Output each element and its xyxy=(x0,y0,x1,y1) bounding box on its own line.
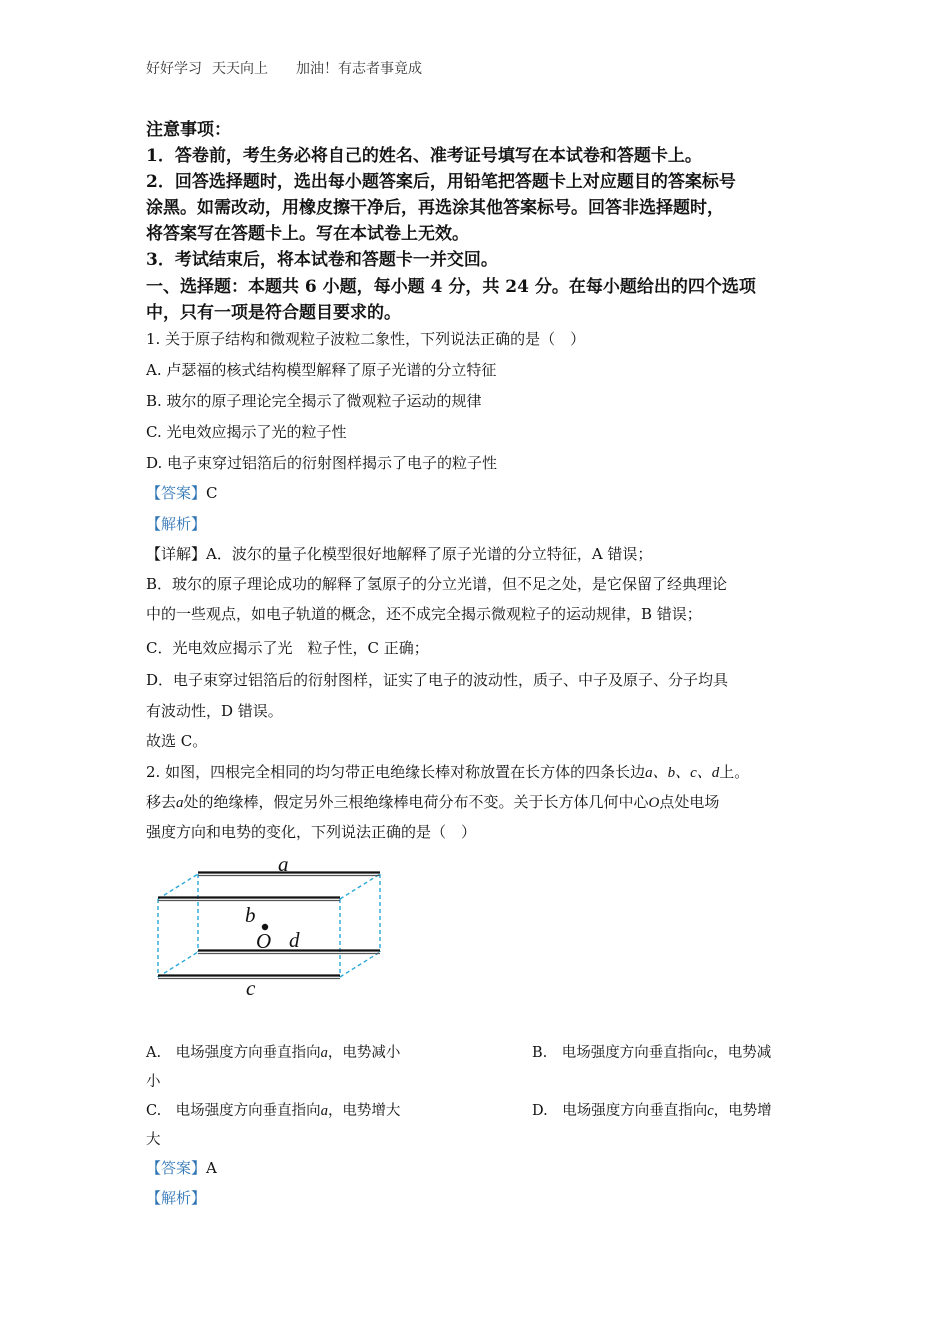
section-heading-cont: 中，只有一项是符合题目要求的。 xyxy=(146,303,401,323)
q2-stem2-var: a xyxy=(176,795,184,811)
q2-stem-line3: 强度方向和电势的变化，下列说法正确的是（ ） xyxy=(146,823,477,841)
q2-option-b-end: ，电势减 xyxy=(713,1045,772,1061)
q1-option-d: D. 电子束穿过铝箔后的衍射图样揭示了电子的粒子性 xyxy=(146,454,498,472)
label-c: c xyxy=(246,976,256,1000)
q2-stem-text: 2. 如图，四根完全相同的均匀带正电绝缘长棒对称放置在长方体的四条长边 xyxy=(146,763,646,781)
answer-value: C xyxy=(206,484,218,502)
header-motto-1: 好好学习 xyxy=(146,61,202,77)
q1-detail-d-cont: 有波动性，D 错误。 xyxy=(146,702,283,720)
label-b: b xyxy=(245,903,256,927)
q1-stem: 1. 关于原子结构和微观粒子波粒二象性，下列说法正确的是（ ） xyxy=(146,330,586,348)
q1-analysis-tag: 【解析】 xyxy=(146,515,207,533)
q2-option-d-end: ，电势增 xyxy=(713,1103,772,1119)
q2-stem-line1 xyxy=(146,761,749,782)
q2-option-c-text: C. 电场强度方向垂直指向 xyxy=(146,1103,321,1119)
notice-item-2: 2．回答选择题时，选出每小题答案后，用铅笔把答题卡上对应题目的答案标号 xyxy=(146,172,736,192)
answer-tag: 【答案】 xyxy=(146,484,207,502)
q1-conclusion: 故选 C。 xyxy=(146,732,208,750)
q2-stem-end: 上。 xyxy=(719,763,750,781)
q2-stem2-pre: 移去 xyxy=(146,793,177,811)
label-o: O xyxy=(256,929,272,953)
q2-answer-tag: 【答案】 xyxy=(146,1159,207,1177)
q1-detail-d: D．电子束穿过铝箔后的衍射图样，证实了电子的波动性，质子、中子及原子、分子均具 xyxy=(146,671,729,689)
q2-option-a xyxy=(146,1041,400,1062)
header-motto-2: 天天向上 xyxy=(212,61,268,77)
q2-option-b-var: c xyxy=(706,1045,714,1061)
cuboid-figure xyxy=(150,850,400,1005)
q2-option-c-var: a xyxy=(320,1103,328,1119)
q1-option-a: A. 卢瑟福的核式结构模型解释了原子光谱的分立特征 xyxy=(146,361,497,379)
q1-option-b: B. 玻尔的原子理论完全揭示了微观粒子运动的规律 xyxy=(146,392,482,410)
q2-option-d-text: D. 电场强度方向垂直指向 xyxy=(532,1103,708,1119)
q2-answer-value: A xyxy=(206,1159,217,1177)
section-heading: 一、选择题：本题共 6 小题，每小题 4 分，共 24 分。在每小题给出的四个选项 xyxy=(146,277,756,297)
q2-stem2-var2: O xyxy=(648,795,660,811)
q2-option-a-text: A. 电场强度方向垂直指向 xyxy=(146,1045,321,1061)
notice-item-1: 1．答卷前，考生务必将自己的姓名、准考证号填写在本试卷和答题卡上。 xyxy=(146,146,702,166)
page-header xyxy=(146,58,432,78)
q2-answer xyxy=(146,1157,217,1178)
q2-analysis-tag: 【解析】 xyxy=(146,1189,207,1207)
q1-detail-c: C．光电效应揭示了光 粒子性，C 正确； xyxy=(146,639,429,657)
q1-detail-b-cont: 中的一些观点，如电子轨道的概念，还不成完全揭示微观粒子的运动规律，B 错误； xyxy=(146,605,702,623)
q1-detail-b: B．玻尔的原子理论成功的解释了氢原子的分立光谱，但不足之处，是它保留了经典理论 xyxy=(146,575,728,593)
notice-title: 注意事项： xyxy=(146,120,231,140)
q2-option-d-var: c xyxy=(707,1103,714,1119)
q2-option-a-var: a xyxy=(320,1045,328,1061)
label-d: d xyxy=(289,928,300,952)
notice-item-2-end: 将答案写在答题卡上。写在本试卷上无效。 xyxy=(146,224,469,244)
notice-item-2-cont: 涂黑。如需改动，用橡皮擦干净后，再选涂其他答案标号。回答非选择题时， xyxy=(146,198,724,218)
q2-stem2-post: 点处电场 xyxy=(659,793,720,811)
q2-option-a-end: ，电势减小 xyxy=(327,1045,401,1061)
q2-stem2-mid: 处的绝缘棒，假定另外三根绝缘棒电荷分布不变。关于长方体几何中心 xyxy=(183,793,649,811)
q2-option-b-text: B. 电场强度方向垂直指向 xyxy=(532,1045,707,1061)
q2-option-c-end: ，电势增大 xyxy=(327,1103,401,1119)
q2-option-d xyxy=(532,1099,772,1120)
q2-option-b-wrap: 小 xyxy=(146,1074,161,1090)
header-motto-3: 加油！有志者事竟成 xyxy=(296,61,422,77)
q2-option-d-wrap: 大 xyxy=(146,1132,161,1148)
q2-stem-line2 xyxy=(146,791,719,812)
q1-answer xyxy=(146,482,218,503)
label-a: a xyxy=(278,852,289,876)
q2-option-b xyxy=(532,1041,771,1062)
notice-item-3: 3．考试结束后，将本试卷和答题卡一并交回。 xyxy=(146,250,498,270)
q2-option-c xyxy=(146,1099,400,1120)
q1-detail-a: 【详解】A．波尔的量子化模型很好地解释了原子光谱的分立特征，A 错误； xyxy=(146,545,653,563)
q2-stem-vars: a、b、c、d xyxy=(645,765,720,781)
q1-option-c: C. 光电效应揭示了光的粒子性 xyxy=(146,423,347,441)
